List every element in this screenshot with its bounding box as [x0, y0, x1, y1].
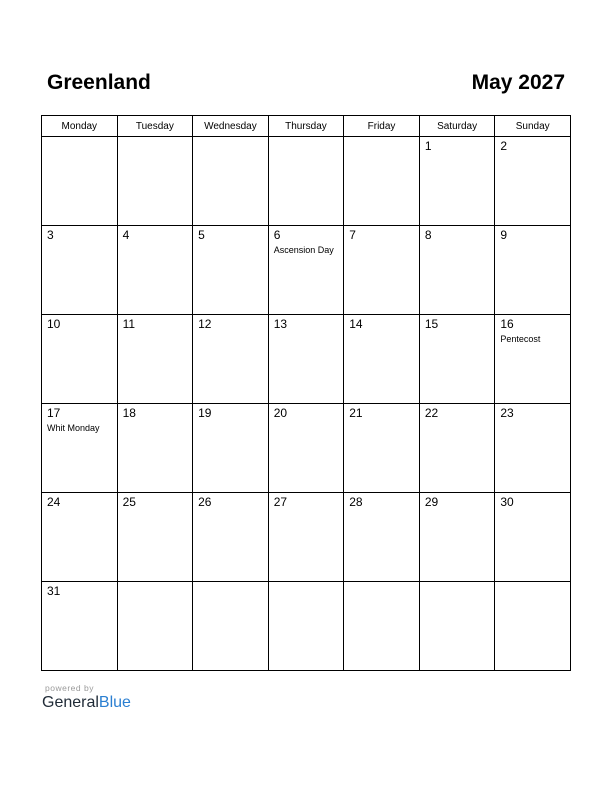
empty-day-cell	[193, 137, 269, 226]
day-number: 24	[47, 495, 61, 509]
day-number: 1	[424, 139, 432, 153]
day-number: 11	[122, 317, 136, 331]
day-cell	[42, 404, 118, 493]
day-number: 29	[424, 495, 439, 509]
day-number: 3	[47, 228, 54, 242]
weekday-header: Wednesday	[193, 116, 269, 137]
day-number: 23	[500, 406, 514, 420]
weekday-header: Monday	[42, 116, 118, 137]
day-number: 20	[273, 406, 288, 420]
day-cell	[193, 226, 269, 315]
day-number: 13	[273, 317, 288, 331]
day-cell	[495, 315, 571, 404]
day-cell	[117, 404, 193, 493]
day-number: 12	[198, 317, 212, 331]
holiday-label: Whit Monday	[47, 423, 100, 433]
day-cell	[268, 315, 344, 404]
day-number: 9	[500, 228, 508, 242]
holiday-label: Pentecost	[500, 334, 541, 344]
day-cell	[419, 315, 495, 404]
day-cell	[193, 493, 269, 582]
weekday-header: Friday	[344, 116, 420, 137]
day-number: 15	[424, 317, 439, 331]
day-number: 6	[273, 228, 281, 242]
day-cell	[268, 226, 344, 315]
day-cell	[268, 493, 344, 582]
day-number: 19	[198, 406, 212, 420]
day-cell	[419, 404, 495, 493]
day-number: 2	[500, 139, 508, 153]
day-cell	[419, 137, 495, 226]
day-cell	[117, 493, 193, 582]
empty-day-cell	[268, 137, 344, 226]
day-number: 7	[349, 228, 356, 242]
day-cell	[193, 315, 269, 404]
empty-day-cell	[117, 582, 193, 671]
day-cell	[495, 493, 571, 582]
week-row	[42, 315, 571, 404]
day-number: 16	[500, 317, 514, 331]
day-cell	[344, 315, 420, 404]
week-row	[42, 582, 571, 671]
holiday-label: Ascension Day	[273, 245, 334, 255]
weekday-header: Saturday	[419, 116, 495, 137]
day-number: 5	[198, 228, 205, 242]
day-cell	[117, 315, 193, 404]
empty-day-cell	[42, 137, 118, 226]
week-row	[42, 493, 571, 582]
day-number: 28	[349, 495, 363, 509]
calendar-grid	[41, 115, 571, 671]
week-row	[42, 226, 571, 315]
day-cell	[495, 404, 571, 493]
day-cell	[42, 493, 118, 582]
day-cell	[117, 226, 193, 315]
empty-day-cell	[344, 582, 420, 671]
empty-day-cell	[495, 582, 571, 671]
day-cell	[42, 582, 118, 671]
day-cell	[419, 226, 495, 315]
day-number: 22	[424, 406, 439, 420]
day-number: 21	[349, 406, 363, 420]
day-number: 30	[500, 495, 514, 509]
day-cell	[42, 315, 118, 404]
powered-by-text: powered by	[45, 683, 94, 693]
day-number: 31	[47, 584, 61, 598]
week-row	[42, 404, 571, 493]
day-cell	[268, 404, 344, 493]
day-cell	[344, 226, 420, 315]
weekday-header-row	[42, 116, 571, 137]
generalblue-logo[interactable]	[42, 694, 131, 712]
day-number: 10	[47, 317, 61, 331]
logo-blue-text: Blue	[98, 694, 131, 711]
logo-general-text: General	[42, 694, 99, 711]
day-cell	[495, 226, 571, 315]
day-number: 8	[424, 228, 432, 242]
weekday-header: Sunday	[495, 116, 571, 137]
empty-day-cell	[344, 137, 420, 226]
weekday-header: Tuesday	[117, 116, 193, 137]
day-number: 25	[122, 495, 136, 509]
day-number: 17	[47, 406, 61, 420]
week-row	[42, 137, 571, 226]
day-number: 18	[122, 406, 136, 420]
country-title: Greenland	[47, 71, 151, 94]
day-cell	[344, 493, 420, 582]
empty-day-cell	[268, 582, 344, 671]
day-cell	[193, 404, 269, 493]
weekday-header: Thursday	[268, 116, 344, 137]
day-number: 26	[198, 495, 212, 509]
day-cell	[495, 137, 571, 226]
empty-day-cell	[117, 137, 193, 226]
day-number: 27	[273, 495, 288, 509]
empty-day-cell	[193, 582, 269, 671]
day-number: 14	[349, 317, 363, 331]
day-cell	[419, 493, 495, 582]
empty-day-cell	[419, 582, 495, 671]
day-cell	[42, 226, 118, 315]
day-number: 4	[122, 228, 130, 242]
day-cell	[344, 404, 420, 493]
month-title: May 2027	[471, 71, 565, 94]
